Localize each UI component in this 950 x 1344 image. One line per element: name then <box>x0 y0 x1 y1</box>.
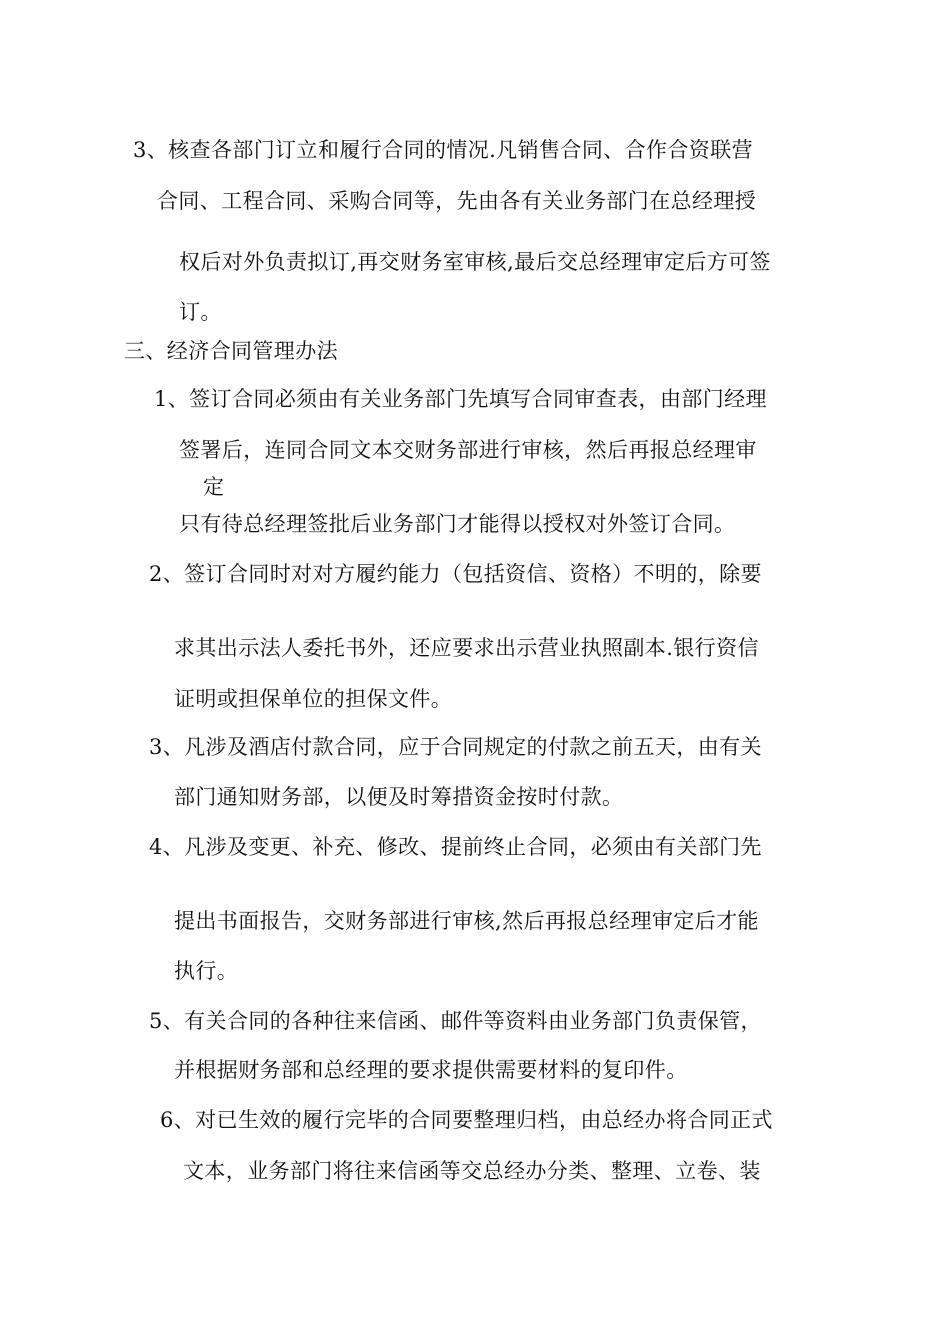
text-line-17: 执行。 <box>174 959 239 983</box>
text-line-14: 部门通知财务部，以便及时筹措资金按时付款。 <box>174 785 624 809</box>
text-line-11: 求其出示法人委托书外，还应要求出示营业执照副本.银行资信 <box>174 636 759 660</box>
text-line-15: 4、凡涉及变更、补充、修改、提前终止合同，必须由有关部门先 <box>149 835 762 859</box>
text-line-7: 签署后，连同合同文本交财务部进行审核，然后再报总经理审 <box>179 438 757 462</box>
text-line-6: 1、签订合同必须由有关业务部门先填写合同审查表，由部门经理 <box>154 387 767 411</box>
text-line-13: 3、凡涉及酒店付款合同，应于合同规定的付款之前五天，由有关 <box>149 735 762 759</box>
text-line-18: 5、有关合同的各种往来信函、邮件等资料由业务部门负责保管， <box>149 1009 762 1033</box>
text-line-9: 只有待总经理签批后业务部门才能得以授权对外签订合同。 <box>179 512 736 536</box>
text-line-21: 文本，业务部门将往来信函等交总经办分类、整理、立卷、装 <box>183 1159 761 1183</box>
text-line-2: 合同、工程合同、采购合同等，先由各有关业务部门在总经理授 <box>157 189 757 213</box>
text-line-20: 6、对已生效的履行完毕的合同要整理归档，由总经办将合同正式 <box>160 1108 773 1132</box>
text-line-16: 提出书面报告，交财务部进行审核,然后再报总经理审定后才能 <box>174 909 759 933</box>
section-heading: 三、经济合同管理办法 <box>124 339 338 363</box>
text-line-12: 证明或担保单位的担保文件。 <box>174 687 453 711</box>
text-line-1: 3、核查各部门订立和履行合同的情况.凡销售合同、合作合资联营 <box>133 138 754 162</box>
text-line-19: 并根据财务部和总经理的要求提供需要材料的复印件。 <box>174 1058 688 1082</box>
text-line-8: 定 <box>203 475 225 499</box>
text-line-4: 订。 <box>179 300 222 324</box>
text-line-10: 2、签订合同时对对方履约能力（包括资信、资格）不明的，除要 <box>149 562 762 586</box>
text-line-3: 权后对外负责拟订,再交财务室审核,最后交总经理审定后方可签 <box>179 250 771 274</box>
